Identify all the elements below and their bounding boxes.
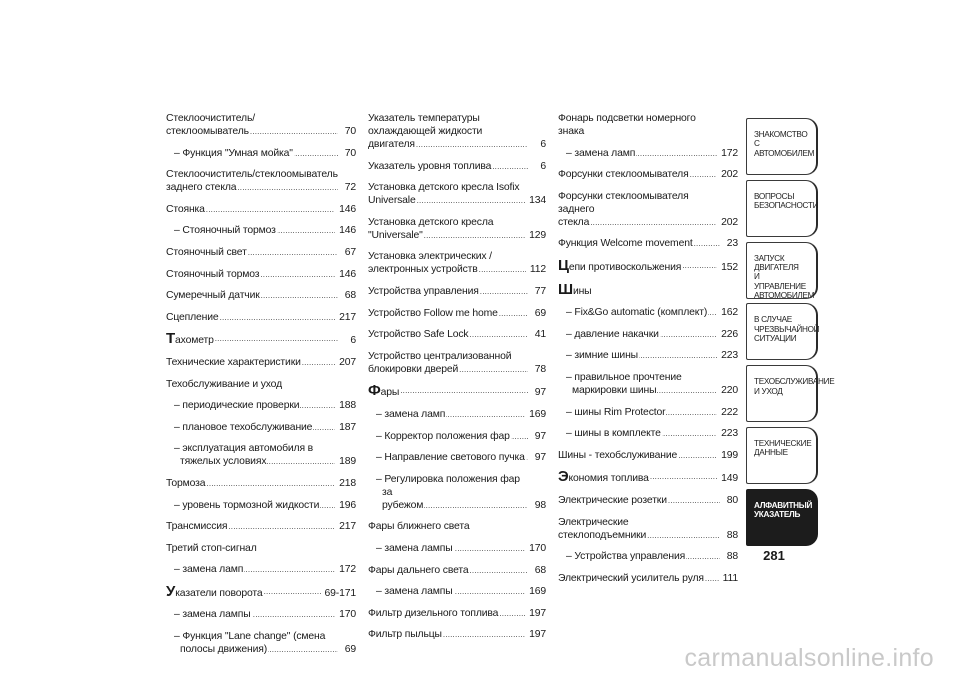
index-entry-page: 97 <box>534 387 546 399</box>
index-entry-page: 218 <box>339 477 356 489</box>
index-entry-text: Установка детского кресла Isofix Universale <box>368 182 520 207</box>
index-entry-page: 70 <box>344 126 356 137</box>
index-entry-text: Устройство Follow me home <box>368 307 498 319</box>
index-entry-label <box>174 608 335 621</box>
index-entry-text: Техобслуживание и уход <box>166 378 282 390</box>
index-entry-page: 217 <box>339 521 356 533</box>
index-entry <box>166 332 356 347</box>
section-tab-strip <box>746 118 835 551</box>
index-entry-label <box>566 371 717 397</box>
index-entry-page: 146 <box>339 225 356 237</box>
index-entry-page: 222 <box>721 406 738 418</box>
index-entry <box>166 585 356 600</box>
index-entry-text: Фильтр пыльцы <box>368 629 442 641</box>
index-entry <box>558 283 738 298</box>
index-entry-label <box>368 520 528 533</box>
index-entry-page: 6 <box>540 139 546 150</box>
index-entry-text: – Корректор положения фар <box>376 430 510 442</box>
index-entry-text: – эксплуатация автомобиля в тяжелых условиях <box>174 443 314 468</box>
index-entry-text: Электрические стеклоподъемники <box>558 516 647 541</box>
index-entry <box>368 307 546 320</box>
index-entry-label <box>376 473 528 512</box>
index-entry <box>368 328 546 341</box>
index-entry <box>166 311 356 324</box>
index-entry-text: – Регулировка положения фар за рубежом <box>376 473 520 511</box>
index-entry-label <box>558 112 720 138</box>
index-entry-text: Указатели поворота <box>166 584 263 600</box>
index-entry-text: – Направление светового пучка <box>376 452 525 464</box>
index-entry-page: 172 <box>339 564 356 576</box>
index-entry <box>558 259 738 274</box>
index-entry-page: 146 <box>339 268 356 280</box>
section-tab-label: ВОПРОСЫ БЕЗОПАСНОСТИ <box>754 191 819 211</box>
index-entry <box>558 470 738 485</box>
index-entry <box>368 250 546 276</box>
index-entry-text: – замена лампы <box>174 609 251 621</box>
index-entry-label <box>558 494 720 507</box>
index-entry <box>368 160 546 173</box>
index-entry-page: 41 <box>534 329 546 341</box>
index-entry-label <box>368 112 528 151</box>
index-entry-page: 67 <box>344 246 356 258</box>
index-entry-text: Указатель температуры охлаждающей жидкости двигателя <box>368 113 483 150</box>
index-entry-page: 97 <box>534 452 546 464</box>
index-entry-text: Стояночный свет <box>166 246 247 258</box>
index-entry-page: 68 <box>534 564 546 576</box>
index-entry-page: 97 <box>534 430 546 442</box>
index-entry-label <box>166 542 338 555</box>
index-entry <box>368 408 546 421</box>
index-entry-text: Экономия топлива <box>558 470 649 486</box>
index-entry-text: Стеклоочиститель/стеклоомыватель заднего стекла <box>166 169 338 194</box>
index-entry-page: 149 <box>721 473 738 485</box>
section-tab-label: ЗАПУСК ДВИГАТЕЛЯ И УПРАВЛЕНИЕ АВТОМОБИЛЕМ <box>754 253 815 301</box>
index-entry-text: Указатель уровня топлива <box>368 160 492 172</box>
index-entry-label <box>558 572 719 585</box>
section-tab-label: ТЕХОБСЛУЖИВАНИЕ И УХОД <box>754 377 835 396</box>
index-entry-page: 6 <box>350 335 356 347</box>
index-entry <box>166 442 356 468</box>
index-entry-label <box>368 350 528 376</box>
index-entry-text: – замена ламп <box>174 564 244 576</box>
index-entry-text: Тормоза <box>166 477 206 489</box>
index-entry-page: 172 <box>721 147 738 159</box>
index-entry-label <box>368 250 526 276</box>
index-entry-text: – замена лампы <box>376 542 453 554</box>
index-entry-page: 146 <box>339 203 356 215</box>
index-entry-text: Стеклоочиститель/стеклоомыватель <box>166 113 255 137</box>
index-entry-text: Третий стоп-сигнал <box>166 542 257 554</box>
index-entry <box>558 306 738 319</box>
index-entry-text: – зимние шины <box>566 350 638 362</box>
index-entry <box>558 349 738 362</box>
index-entry <box>166 608 356 621</box>
index-entry-text: Электрические розетки <box>558 494 667 506</box>
index-entry-page: 226 <box>721 328 738 340</box>
index-entry-label <box>376 542 525 555</box>
index-entry <box>558 112 738 138</box>
index-entry-label <box>368 160 528 173</box>
index-entry-text: – замена лампы <box>376 586 453 598</box>
index-entry <box>368 585 546 598</box>
index-entry <box>166 246 356 259</box>
index-entry-label <box>558 259 717 274</box>
index-entry <box>558 516 738 542</box>
index-entry-label <box>368 607 525 620</box>
index-entry-label <box>566 349 717 362</box>
index-entry-label <box>566 147 717 160</box>
index-entry-label <box>566 550 720 563</box>
index-entry-page: 111 <box>722 572 738 584</box>
section-tab[interactable] <box>746 489 818 546</box>
index-column-1 <box>166 112 356 665</box>
index-entry-text: Форсунки стеклоомывателя заднего стекла <box>558 190 689 228</box>
index-entry-label <box>166 520 335 533</box>
index-entry-label <box>566 406 717 419</box>
index-entry-page: 188 <box>339 400 356 412</box>
index-entry <box>166 378 356 391</box>
index-entry-text: – Fix&Go automatic (комплект) <box>566 307 708 319</box>
index-entry-text: – шины в комплекте <box>566 428 661 440</box>
index-entry-label <box>376 430 528 443</box>
index-entry-page: 217 <box>339 311 356 323</box>
index-entry-text: Фары дальнего света <box>368 564 469 576</box>
index-entry <box>368 384 546 399</box>
index-entry <box>558 237 738 250</box>
index-entry <box>166 112 356 138</box>
index-entry-label <box>166 246 338 259</box>
index-entry-text: – плановое техобслуживание <box>174 421 313 433</box>
section-tab[interactable] <box>746 303 818 360</box>
watermark: carmanualsonline.info <box>684 644 934 672</box>
index-entry-text: Сумеречный датчик <box>166 290 260 302</box>
index-entry-text: – замена ламп <box>376 408 446 420</box>
index-entry-page: 199 <box>721 449 738 461</box>
index-entry-page: 134 <box>529 195 546 207</box>
index-entry-label <box>166 268 335 281</box>
page-number: 281 <box>763 548 785 563</box>
index-entry-text: – Функция "Lane change" (смена полосы движения) <box>174 631 326 656</box>
index-entry <box>368 520 546 533</box>
index-entry-text: Установка электрических / электронных устройств <box>368 251 492 276</box>
index-entry <box>166 147 356 160</box>
index-entry <box>558 371 738 397</box>
index-entry <box>166 477 356 490</box>
index-entry-page: 169 <box>529 408 546 420</box>
index-entry-text: – уровень тормозной жидкости <box>174 499 320 511</box>
index-entry-page: 129 <box>529 229 546 241</box>
index-entry <box>558 494 738 507</box>
index-entry-text: – правильное прочтение маркировки шины <box>566 371 682 396</box>
index-entry-text: Функция Welcome movement <box>558 238 693 250</box>
index-entry-text: Трансмиссия <box>166 521 228 533</box>
index-entry <box>166 520 356 533</box>
index-entry-page: 69 <box>534 307 546 319</box>
index-entry <box>166 421 356 434</box>
index-entry <box>166 399 356 412</box>
index-entry-label <box>368 328 528 341</box>
index-entry-page: 88 <box>726 529 738 541</box>
index-entry <box>558 550 738 563</box>
index-entry-text: – Функция "Умная мойка" <box>174 147 293 159</box>
index-entry-page: 170 <box>529 542 546 554</box>
index-entry-label <box>376 408 525 421</box>
index-entry-page: 170 <box>339 609 356 621</box>
index-entry-label <box>558 237 720 250</box>
index-entry-text: – шины Rim Protector <box>566 406 666 418</box>
index-column-3 <box>558 112 738 593</box>
index-entry <box>368 112 546 151</box>
index-entry-text: Стоянка <box>166 203 205 215</box>
index-entry-page: 202 <box>721 216 738 228</box>
index-entry-label <box>174 224 335 237</box>
index-entry-label <box>174 499 335 512</box>
index-entry-page: 197 <box>529 629 546 641</box>
index-entry-label <box>368 564 528 577</box>
index-entry-text: Технические характеристики <box>166 356 301 368</box>
index-entry <box>558 328 738 341</box>
index-entry-label <box>368 181 525 207</box>
index-entry-page: 196 <box>339 499 356 511</box>
index-entry <box>368 473 546 512</box>
index-entry-label <box>558 470 717 485</box>
index-entry-page: 152 <box>721 261 738 273</box>
index-entry-label <box>376 585 525 598</box>
index-entry <box>166 168 356 194</box>
index-entry-label <box>174 399 335 412</box>
index-entry <box>368 451 546 464</box>
section-tab[interactable] <box>746 242 818 299</box>
index-entry-page: 88 <box>726 551 738 563</box>
index-entry-label <box>558 190 717 229</box>
index-entry <box>368 628 546 641</box>
index-entry-label <box>166 112 338 138</box>
index-entry <box>368 542 546 555</box>
index-entry-page: 202 <box>721 169 738 181</box>
index-entry-label <box>166 585 321 600</box>
index-entry <box>166 563 356 576</box>
index-entry <box>368 181 546 207</box>
index-entry-label <box>566 306 717 319</box>
index-entry-label <box>558 168 717 181</box>
section-tab[interactable] <box>746 180 818 237</box>
section-tab[interactable] <box>746 365 835 422</box>
index-entry-text: – давление накачки <box>566 328 659 340</box>
index-entry-page: 98 <box>534 499 546 511</box>
index-entry-label <box>166 332 338 347</box>
index-entry-page: 189 <box>339 456 356 468</box>
index-entry-page: 78 <box>534 363 546 375</box>
index-entry-page: 187 <box>339 421 356 433</box>
index-entry-text: Устройства управления <box>368 285 479 297</box>
index-entry-page: 23 <box>726 238 738 250</box>
index-entry <box>368 564 546 577</box>
index-entry <box>368 285 546 298</box>
index-entry <box>558 406 738 419</box>
index-entry-page: 69-171 <box>324 587 356 599</box>
index-entry <box>368 216 546 242</box>
section-tab-label: В СЛУЧАЕ ЧРЕЗВЫЧАЙНОЙ СИТУАЦИИ <box>754 315 820 344</box>
index-entry-page: 70 <box>344 147 356 159</box>
index-entry-text: Шины - техобслуживание <box>558 449 678 461</box>
index-entry <box>558 449 738 462</box>
index-entry-text: Стояночный тормоз <box>166 268 260 280</box>
index-entry-page: 169 <box>529 586 546 598</box>
index-entry <box>166 499 356 512</box>
index-column-2 <box>368 112 546 650</box>
index-entry <box>368 350 546 376</box>
index-entry-text: Форсунки стеклоомывателя <box>558 169 689 181</box>
index-entry-text: – периодические проверки <box>174 400 300 412</box>
index-entry <box>558 147 738 160</box>
index-entry <box>558 427 738 440</box>
index-entry-page: 207 <box>339 356 356 368</box>
index-entry-text: Фильтр дизельного топлива <box>368 607 499 619</box>
section-tab-label: ЗНАКОМСТВО С АВТОМОБИЛЕМ <box>754 130 815 158</box>
index-entry-text: – Устройства управления <box>566 551 686 563</box>
index-entry <box>166 356 356 369</box>
index-entry-page: 6 <box>540 160 546 172</box>
index-entry-text: Фонарь подсветки номерного знака <box>558 113 696 137</box>
index-entry-text: Установка детского кресла "Universale" <box>368 216 494 241</box>
index-entry-label <box>166 168 338 194</box>
index-entry <box>166 224 356 237</box>
index-entry-page: 68 <box>344 290 356 302</box>
index-entry-label <box>368 628 525 641</box>
index-entry-text: Устройство централизованной блокировки дверей <box>368 350 512 375</box>
section-tab-label: ТЕХНИЧЕСКИЕ ДАННЫЕ <box>754 438 812 458</box>
index-entry-label <box>174 563 335 576</box>
index-entry-page: 223 <box>721 350 738 362</box>
index-entry-label <box>166 311 335 324</box>
index-entry-label <box>166 356 335 369</box>
index-entry <box>368 430 546 443</box>
index-entry-text: – Стояночный тормоз <box>174 225 276 237</box>
index-entry-label <box>558 283 720 298</box>
index-entry-label <box>166 289 338 302</box>
index-entry <box>166 289 356 302</box>
index-entry-page: 197 <box>529 607 546 619</box>
section-tab-label: АЛФАВИТНЫЙ УКАЗАТЕЛЬ <box>754 500 813 520</box>
index-entry-text: – замена ламп <box>566 147 636 159</box>
index-entry <box>558 572 738 585</box>
index-entry-page: 223 <box>721 428 738 440</box>
index-entry-page: 77 <box>534 285 546 297</box>
index-entry-text: Цепи противоскольжения <box>558 258 682 274</box>
index-entry-text: Тахометр <box>166 332 214 348</box>
index-entry-label <box>174 421 335 434</box>
index-entry-label <box>166 203 335 216</box>
index-entry <box>368 607 546 620</box>
section-tab[interactable] <box>746 427 818 484</box>
index-entry-text: Фары <box>368 384 400 400</box>
index-entry-label <box>566 427 717 440</box>
index-entry-page: 220 <box>721 384 738 396</box>
index-entry-label <box>368 216 525 242</box>
index-entry-label <box>368 307 528 320</box>
index-entry <box>166 203 356 216</box>
index-entry <box>558 190 738 229</box>
index-entry-label <box>566 328 717 341</box>
index-entry-text: Электрический усилитель руля <box>558 572 704 584</box>
index-entry-page: 162 <box>721 307 738 319</box>
index-entry-label <box>376 451 528 464</box>
index-entry-label <box>174 147 338 160</box>
index-entry-text: Фары ближнего света <box>368 521 470 533</box>
index-entry <box>166 542 356 555</box>
index-entry-label <box>368 285 528 298</box>
index-entry-page: 69 <box>344 644 356 656</box>
index-entry-label <box>166 378 338 391</box>
section-tab[interactable] <box>746 118 818 175</box>
index-entry-text: Устройство Safe Lock <box>368 329 469 341</box>
index-entry-text: Сцепление <box>166 311 219 323</box>
index-entry-text: Шины <box>558 282 592 298</box>
index-entry <box>166 268 356 281</box>
index-entry-page: 80 <box>726 494 738 506</box>
index-entry <box>558 168 738 181</box>
index-entry-label <box>174 442 335 468</box>
index-entry-label <box>368 384 528 399</box>
index-entry-page: 112 <box>529 264 546 276</box>
index-entry-label <box>166 477 335 490</box>
index-entry-label <box>558 449 717 462</box>
index-entry-page: 72 <box>344 182 356 194</box>
index-entry-label <box>558 516 720 542</box>
